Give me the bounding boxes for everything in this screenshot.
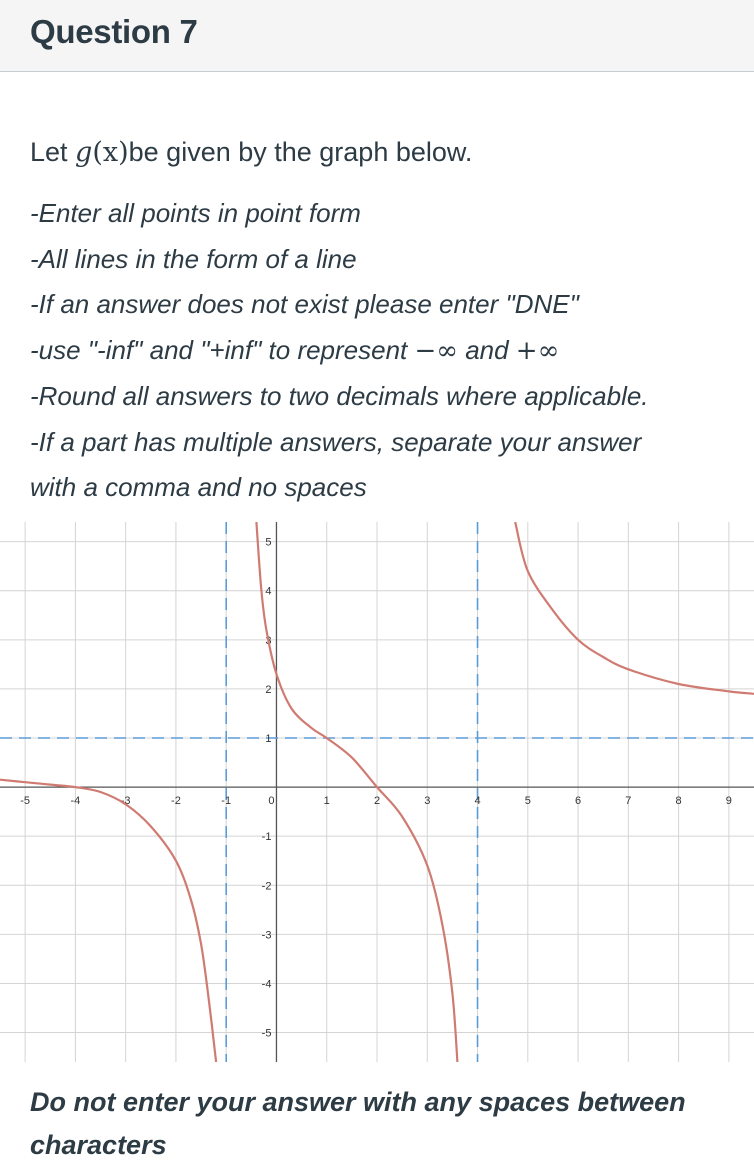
graph-svg — [0, 522, 754, 1062]
y-tick-label: -3 — [261, 929, 272, 942]
x-tick-label: -2 — [171, 795, 181, 808]
x-tick-label: 6 — [575, 795, 582, 808]
rule-item: -If an answer does not exist please enter "DNE" — [30, 289, 579, 319]
func-arg: (x) — [92, 137, 129, 168]
curve-right-branch — [515, 522, 754, 694]
x-tick-label: 1 — [323, 795, 330, 808]
footer-line: characters — [30, 1130, 167, 1160]
y-tick-label: 5 — [265, 536, 272, 549]
curve-left-branch — [0, 780, 216, 1062]
pos-inf-symbol: +∞ — [515, 335, 560, 366]
rule-item: -If a part has multiple answers, separate your answer — [30, 426, 642, 457]
x-tick-label: 4 — [474, 795, 481, 808]
x-tick-label: 2 — [373, 795, 381, 808]
x-tick-label: -1 — [221, 795, 232, 808]
y-tick-label: -4 — [261, 978, 272, 991]
func-name: g — [75, 137, 93, 168]
rule-item-infinity — [30, 328, 740, 375]
y-tick-label: 3 — [265, 634, 272, 647]
rule-item: with a comma and no spaces — [30, 472, 367, 502]
rule-item: -All lines in the form of a line — [30, 243, 357, 274]
y-tick-label: 1 — [265, 733, 272, 745]
intro-prefix: Let — [30, 137, 76, 167]
x-tick-label: 5 — [524, 795, 531, 808]
intro-suffix: be given by the graph below. — [128, 137, 473, 167]
intro-text — [30, 130, 740, 175]
x-tick-label: 3 — [424, 795, 431, 808]
y-tick-label: -1 — [261, 831, 272, 844]
question-body — [30, 130, 740, 511]
x-tick-label: -4 — [70, 795, 81, 808]
rule-item: -Enter all points in point form — [30, 198, 361, 228]
rule-inf-text-a: -use "-inf" and "+inf" to represent — [30, 334, 415, 365]
x-tick-label: -5 — [20, 795, 31, 808]
question-header — [0, 0, 754, 72]
footer-line: Do not enter your answer with any spaces between — [30, 1087, 686, 1117]
rule-item: -Round all answers to two decimals where applicable. — [30, 381, 649, 411]
question-title: Question 7 — [30, 13, 198, 50]
y-tick-label: -2 — [261, 880, 272, 893]
x-tick-label: -3 — [120, 795, 131, 808]
y-tick-label: 4 — [265, 585, 272, 598]
neg-inf-symbol: −∞ — [414, 335, 458, 366]
rule-inf-text-b: and — [457, 334, 516, 365]
x-tick-label: 8 — [675, 795, 682, 808]
rules-list — [30, 191, 740, 511]
y-tick-label: -5 — [261, 1027, 272, 1040]
y-tick-label: 2 — [265, 683, 272, 696]
function-graph — [0, 522, 754, 1062]
x-tick-label: 0 — [268, 795, 275, 808]
footer-note — [30, 1081, 730, 1167]
x-tick-label: 9 — [725, 795, 732, 808]
x-tick-label: 7 — [625, 795, 632, 808]
